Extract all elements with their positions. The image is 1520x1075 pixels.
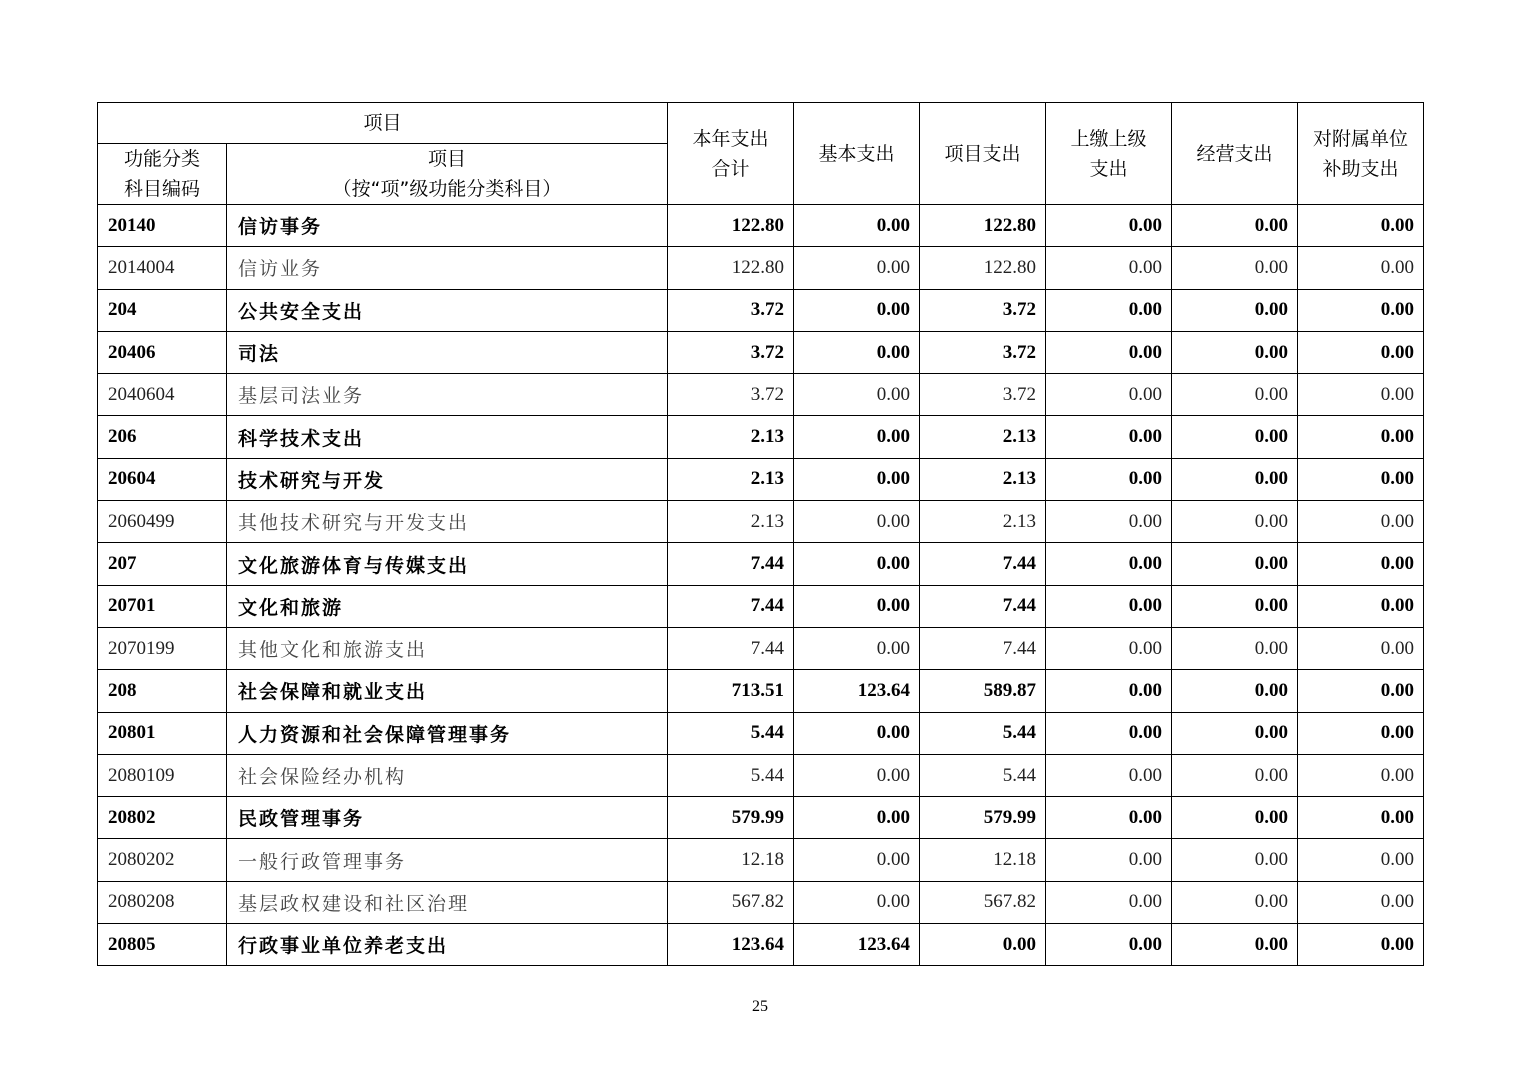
cell-code: 20802 bbox=[98, 797, 227, 839]
cell-total: 7.44 bbox=[668, 543, 794, 585]
cell-upper: 0.00 bbox=[1046, 924, 1172, 966]
cell-subsidy: 0.00 bbox=[1298, 712, 1424, 754]
header-upper bbox=[1046, 103, 1172, 205]
cell-name: 技术研究与开发 bbox=[227, 458, 668, 500]
cell-operating: 0.00 bbox=[1172, 797, 1298, 839]
cell-project: 3.72 bbox=[920, 289, 1046, 331]
cell-project: 122.80 bbox=[920, 247, 1046, 289]
cell-subsidy: 0.00 bbox=[1298, 205, 1424, 247]
cell-basic: 0.00 bbox=[794, 501, 920, 543]
cell-total: 7.44 bbox=[668, 627, 794, 669]
cell-total: 2.13 bbox=[668, 458, 794, 500]
cell-upper: 0.00 bbox=[1046, 627, 1172, 669]
cell-code: 207 bbox=[98, 543, 227, 585]
cell-basic: 0.00 bbox=[794, 374, 920, 416]
cell-basic: 123.64 bbox=[794, 924, 920, 966]
table-row bbox=[98, 881, 1424, 923]
cell-code: 2080202 bbox=[98, 839, 227, 881]
cell-upper: 0.00 bbox=[1046, 754, 1172, 796]
cell-operating: 0.00 bbox=[1172, 458, 1298, 500]
cell-total: 5.44 bbox=[668, 754, 794, 796]
cell-code: 2080109 bbox=[98, 754, 227, 796]
cell-basic: 123.64 bbox=[794, 670, 920, 712]
cell-project: 2.13 bbox=[920, 458, 1046, 500]
header-name-line2: （按“项”级功能分类科目） bbox=[332, 178, 562, 200]
cell-upper: 0.00 bbox=[1046, 374, 1172, 416]
cell-code: 2040604 bbox=[98, 374, 227, 416]
cell-operating: 0.00 bbox=[1172, 331, 1298, 373]
header-project-expenditure: 项目支出 bbox=[920, 103, 1046, 205]
header-subsidy-line2: 补助支出 bbox=[1322, 157, 1399, 180]
cell-upper: 0.00 bbox=[1046, 881, 1172, 923]
cell-code: 206 bbox=[98, 416, 227, 458]
cell-basic: 0.00 bbox=[794, 881, 920, 923]
cell-name: 司法 bbox=[227, 331, 668, 373]
cell-total: 3.72 bbox=[668, 289, 794, 331]
cell-upper: 0.00 bbox=[1046, 543, 1172, 585]
cell-total: 123.64 bbox=[668, 924, 794, 966]
cell-code: 20140 bbox=[98, 205, 227, 247]
table-row bbox=[98, 924, 1424, 966]
cell-project: 7.44 bbox=[920, 543, 1046, 585]
cell-name: 一般行政管理事务 bbox=[227, 839, 668, 881]
expenditure-table-sheet bbox=[97, 102, 1423, 966]
cell-project: 589.87 bbox=[920, 670, 1046, 712]
table-row bbox=[98, 797, 1424, 839]
cell-code: 204 bbox=[98, 289, 227, 331]
table-header bbox=[98, 103, 1424, 205]
cell-project: 3.72 bbox=[920, 374, 1046, 416]
cell-total: 3.72 bbox=[668, 331, 794, 373]
table-row bbox=[98, 331, 1424, 373]
cell-operating: 0.00 bbox=[1172, 416, 1298, 458]
cell-subsidy: 0.00 bbox=[1298, 924, 1424, 966]
cell-name: 基层政权建设和社区治理 bbox=[227, 881, 668, 923]
cell-name: 文化和旅游 bbox=[227, 585, 668, 627]
cell-name: 人力资源和社会保障管理事务 bbox=[227, 712, 668, 754]
cell-total: 122.80 bbox=[668, 247, 794, 289]
cell-code: 20406 bbox=[98, 331, 227, 373]
header-name-line1: 项目 bbox=[428, 148, 467, 170]
cell-upper: 0.00 bbox=[1046, 501, 1172, 543]
cell-project: 579.99 bbox=[920, 797, 1046, 839]
cell-operating: 0.00 bbox=[1172, 670, 1298, 712]
table-row bbox=[98, 289, 1424, 331]
table-row bbox=[98, 247, 1424, 289]
cell-basic: 0.00 bbox=[794, 712, 920, 754]
cell-code: 20801 bbox=[98, 712, 227, 754]
header-total-line1: 本年支出 bbox=[692, 127, 769, 150]
cell-name: 其他文化和旅游支出 bbox=[227, 627, 668, 669]
cell-name: 基层司法业务 bbox=[227, 374, 668, 416]
cell-upper: 0.00 bbox=[1046, 585, 1172, 627]
cell-basic: 0.00 bbox=[794, 289, 920, 331]
cell-basic: 0.00 bbox=[794, 585, 920, 627]
header-code-line2: 科目编码 bbox=[123, 178, 200, 200]
cell-operating: 0.00 bbox=[1172, 924, 1298, 966]
cell-code: 20604 bbox=[98, 458, 227, 500]
header-code bbox=[98, 144, 227, 205]
cell-subsidy: 0.00 bbox=[1298, 458, 1424, 500]
cell-code: 20805 bbox=[98, 924, 227, 966]
table-row bbox=[98, 712, 1424, 754]
cell-total: 2.13 bbox=[668, 501, 794, 543]
cell-project: 2.13 bbox=[920, 416, 1046, 458]
cell-project: 122.80 bbox=[920, 205, 1046, 247]
cell-subsidy: 0.00 bbox=[1298, 627, 1424, 669]
cell-total: 579.99 bbox=[668, 797, 794, 839]
cell-upper: 0.00 bbox=[1046, 416, 1172, 458]
cell-project: 2.13 bbox=[920, 501, 1046, 543]
cell-name: 信访事务 bbox=[227, 205, 668, 247]
cell-name: 文化旅游体育与传媒支出 bbox=[227, 543, 668, 585]
cell-name: 公共安全支出 bbox=[227, 289, 668, 331]
header-upper-line1: 上缴上级 bbox=[1070, 127, 1147, 150]
cell-code: 20701 bbox=[98, 585, 227, 627]
cell-upper: 0.00 bbox=[1046, 670, 1172, 712]
cell-subsidy: 0.00 bbox=[1298, 881, 1424, 923]
table-row bbox=[98, 670, 1424, 712]
table-row bbox=[98, 543, 1424, 585]
header-total bbox=[668, 103, 794, 205]
cell-operating: 0.00 bbox=[1172, 627, 1298, 669]
cell-basic: 0.00 bbox=[794, 839, 920, 881]
cell-subsidy: 0.00 bbox=[1298, 797, 1424, 839]
header-name bbox=[227, 144, 668, 205]
cell-operating: 0.00 bbox=[1172, 289, 1298, 331]
cell-project: 0.00 bbox=[920, 924, 1046, 966]
cell-name: 行政事业单位养老支出 bbox=[227, 924, 668, 966]
header-basic: 基本支出 bbox=[794, 103, 920, 205]
cell-upper: 0.00 bbox=[1046, 839, 1172, 881]
cell-name: 社会保障和就业支出 bbox=[227, 670, 668, 712]
cell-operating: 0.00 bbox=[1172, 247, 1298, 289]
cell-name: 信访业务 bbox=[227, 247, 668, 289]
table-row bbox=[98, 458, 1424, 500]
header-total-line2: 合计 bbox=[711, 157, 750, 180]
cell-upper: 0.00 bbox=[1046, 712, 1172, 754]
cell-project: 7.44 bbox=[920, 627, 1046, 669]
cell-subsidy: 0.00 bbox=[1298, 754, 1424, 796]
cell-subsidy: 0.00 bbox=[1298, 416, 1424, 458]
table-row bbox=[98, 754, 1424, 796]
cell-name: 民政管理事务 bbox=[227, 797, 668, 839]
cell-code: 2080208 bbox=[98, 881, 227, 923]
cell-operating: 0.00 bbox=[1172, 881, 1298, 923]
header-project: 项目 bbox=[98, 103, 668, 144]
cell-basic: 0.00 bbox=[794, 543, 920, 585]
header-operating: 经营支出 bbox=[1172, 103, 1298, 205]
cell-basic: 0.00 bbox=[794, 627, 920, 669]
cell-total: 12.18 bbox=[668, 839, 794, 881]
cell-upper: 0.00 bbox=[1046, 797, 1172, 839]
cell-subsidy: 0.00 bbox=[1298, 374, 1424, 416]
cell-basic: 0.00 bbox=[794, 797, 920, 839]
table-row bbox=[98, 205, 1424, 247]
cell-project: 7.44 bbox=[920, 585, 1046, 627]
cell-subsidy: 0.00 bbox=[1298, 839, 1424, 881]
cell-subsidy: 0.00 bbox=[1298, 670, 1424, 712]
cell-operating: 0.00 bbox=[1172, 374, 1298, 416]
cell-project: 5.44 bbox=[920, 712, 1046, 754]
cell-project: 3.72 bbox=[920, 331, 1046, 373]
cell-basic: 0.00 bbox=[794, 205, 920, 247]
cell-subsidy: 0.00 bbox=[1298, 585, 1424, 627]
cell-name: 科学技术支出 bbox=[227, 416, 668, 458]
cell-upper: 0.00 bbox=[1046, 331, 1172, 373]
cell-operating: 0.00 bbox=[1172, 754, 1298, 796]
cell-subsidy: 0.00 bbox=[1298, 501, 1424, 543]
cell-operating: 0.00 bbox=[1172, 501, 1298, 543]
cell-total: 713.51 bbox=[668, 670, 794, 712]
cell-basic: 0.00 bbox=[794, 754, 920, 796]
header-subsidy-line1: 对附属单位 bbox=[1313, 127, 1409, 150]
table-row bbox=[98, 585, 1424, 627]
page-number: 25 bbox=[752, 998, 768, 1015]
cell-operating: 0.00 bbox=[1172, 585, 1298, 627]
header-upper-line2: 支出 bbox=[1089, 157, 1128, 180]
cell-operating: 0.00 bbox=[1172, 839, 1298, 881]
expenditure-table bbox=[97, 102, 1424, 966]
table-body bbox=[98, 205, 1424, 966]
cell-subsidy: 0.00 bbox=[1298, 543, 1424, 585]
cell-subsidy: 0.00 bbox=[1298, 247, 1424, 289]
cell-code: 2070199 bbox=[98, 627, 227, 669]
cell-upper: 0.00 bbox=[1046, 247, 1172, 289]
cell-name: 其他技术研究与开发支出 bbox=[227, 501, 668, 543]
table-row bbox=[98, 416, 1424, 458]
cell-total: 567.82 bbox=[668, 881, 794, 923]
cell-project: 5.44 bbox=[920, 754, 1046, 796]
cell-upper: 0.00 bbox=[1046, 205, 1172, 247]
table-row bbox=[98, 374, 1424, 416]
table-row bbox=[98, 839, 1424, 881]
cell-operating: 0.00 bbox=[1172, 543, 1298, 585]
cell-basic: 0.00 bbox=[794, 247, 920, 289]
cell-total: 122.80 bbox=[668, 205, 794, 247]
table-row bbox=[98, 627, 1424, 669]
header-code-line1: 功能分类 bbox=[123, 148, 200, 170]
cell-total: 5.44 bbox=[668, 712, 794, 754]
cell-operating: 0.00 bbox=[1172, 712, 1298, 754]
cell-name: 社会保险经办机构 bbox=[227, 754, 668, 796]
cell-total: 2.13 bbox=[668, 416, 794, 458]
cell-code: 2060499 bbox=[98, 501, 227, 543]
cell-code: 2014004 bbox=[98, 247, 227, 289]
cell-code: 208 bbox=[98, 670, 227, 712]
cell-total: 3.72 bbox=[668, 374, 794, 416]
cell-upper: 0.00 bbox=[1046, 458, 1172, 500]
header-subsidy bbox=[1298, 103, 1424, 205]
cell-subsidy: 0.00 bbox=[1298, 331, 1424, 373]
cell-total: 7.44 bbox=[668, 585, 794, 627]
cell-operating: 0.00 bbox=[1172, 205, 1298, 247]
cell-upper: 0.00 bbox=[1046, 289, 1172, 331]
cell-project: 12.18 bbox=[920, 839, 1046, 881]
cell-basic: 0.00 bbox=[794, 416, 920, 458]
cell-basic: 0.00 bbox=[794, 331, 920, 373]
cell-project: 567.82 bbox=[920, 881, 1046, 923]
cell-subsidy: 0.00 bbox=[1298, 289, 1424, 331]
table-row bbox=[98, 501, 1424, 543]
cell-basic: 0.00 bbox=[794, 458, 920, 500]
